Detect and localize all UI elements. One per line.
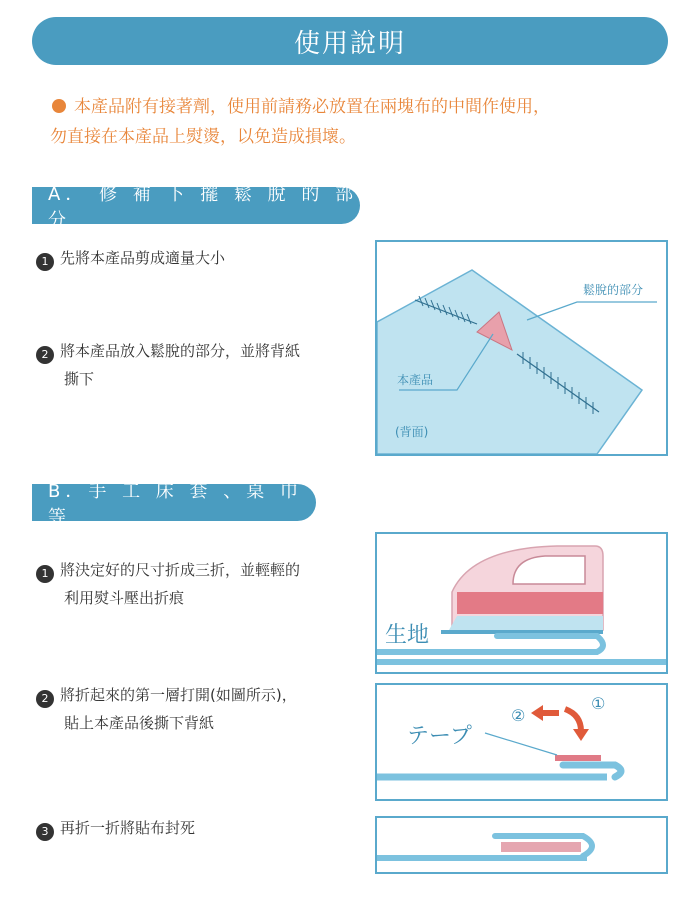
tape-illustration [377,685,666,799]
step-number-icon: 2 [36,346,54,364]
figure-hem-repair [375,240,668,456]
figure-tape-apply [375,683,668,801]
section-b-step-1 [36,556,356,612]
section-b-heading [32,480,316,528]
step-number-icon: 2 [36,690,54,708]
step-text-cont: 利用熨斗壓出折痕 [64,589,185,607]
seal-illustration [377,818,666,872]
mark-two: ② [511,706,526,725]
step-text: 將決定好的尺寸折成三折，並輕輕的 [60,561,301,579]
step-text: 將折起來的第一層打開(如圖所示)， [60,686,297,704]
notice-line-2: 勿直接在本產品上熨燙，以免造成損壞。 [50,127,356,147]
page-title [32,17,668,65]
figure-seal-fold [375,816,668,874]
section-b-step-2 [36,681,356,737]
section-b-heading-text: B．手 工 床 套 、桌 巾 等 [48,480,303,528]
step-number-icon: 1 [36,253,54,271]
step-number-icon: 1 [36,565,54,583]
step-text: 將本產品放入鬆脫的部分，並將背紙 [60,342,301,360]
label-loose-part: 鬆脫的部分 [583,283,644,297]
section-a-heading [32,183,360,231]
label-product: 本產品 [397,373,434,387]
mark-one: ① [591,694,606,713]
label-tape: テープ [407,724,472,749]
notice-line-1: 本產品附有接著劑，使用前請務必放置在兩塊布的中間作使用， [74,97,550,117]
notice [52,92,692,152]
step-text: 再折一折將貼布封死 [60,819,196,837]
step-text-cont: 貼上本產品後撕下背紙 [64,714,215,732]
section-a-heading-text: A． 修 補 下 擺 鬆 脫 的 部 分 [48,183,359,231]
step-number-icon: 3 [36,823,54,841]
section-a-step-1 [36,244,356,272]
label-back: (背面) [395,425,429,439]
bullet-dot-icon [52,99,66,113]
label-fabric: 生地 [385,623,430,648]
hem-repair-illustration [377,242,666,454]
page-title-text: 使用說明 [293,28,406,59]
section-b-step-3 [36,814,356,842]
step-text: 先將本產品剪成適量大小 [60,249,226,267]
section-a-step-2 [36,337,356,393]
step-text-cont: 撕下 [64,370,95,388]
iron-illustration [377,534,666,672]
figure-iron-fold [375,532,668,674]
